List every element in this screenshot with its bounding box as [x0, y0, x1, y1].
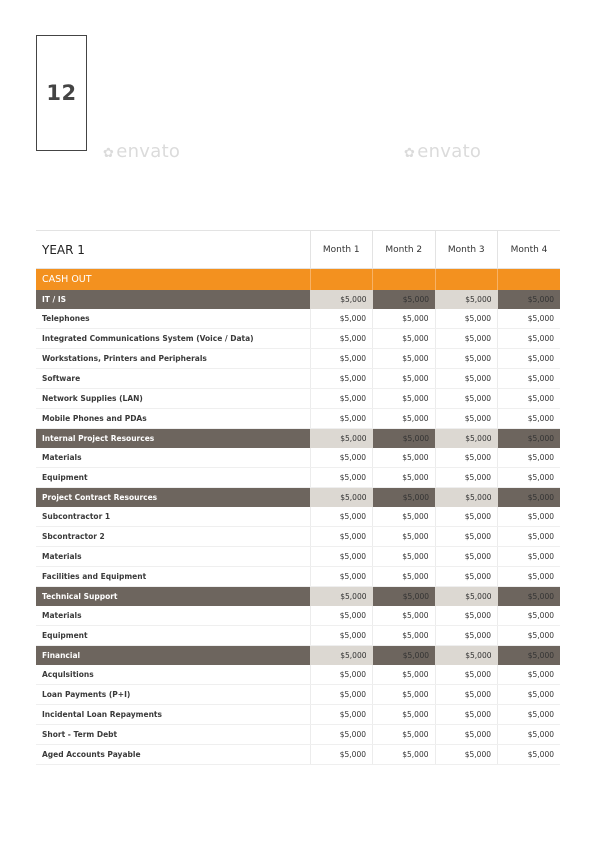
month-header: Month 3	[435, 231, 498, 269]
section-total-cell: $5,000	[310, 587, 373, 607]
line-item-value: $5,000	[498, 507, 561, 527]
line-item-value: $5,000	[498, 685, 561, 705]
line-item-value: $5,000	[373, 468, 436, 488]
line-item-value: $5,000	[435, 527, 498, 547]
line-item-label: Incidental Loan Repayments	[36, 705, 310, 725]
line-item-value: $5,000	[435, 309, 498, 329]
line-item-value: $5,000	[435, 329, 498, 349]
month-header: Month 4	[498, 231, 561, 269]
line-item-value: $5,000	[435, 448, 498, 468]
section-title: IT / IS	[36, 290, 310, 309]
line-item-value: $5,000	[373, 309, 436, 329]
line-item-value: $5,000	[373, 705, 436, 725]
line-item-value: $5,000	[373, 725, 436, 745]
line-item-value: $5,000	[498, 745, 561, 765]
line-item-value: $5,000	[435, 567, 498, 587]
line-item-value: $5,000	[373, 507, 436, 527]
line-item-value: $5,000	[310, 309, 373, 329]
watermark-text: envato	[116, 141, 181, 162]
section-title: Internal Project Resources	[36, 429, 310, 449]
line-item-row	[36, 685, 560, 705]
line-item-value: $5,000	[310, 626, 373, 646]
line-item-value: $5,000	[373, 547, 436, 567]
line-item-value: $5,000	[498, 329, 561, 349]
line-item-row	[36, 389, 560, 409]
line-item-value: $5,000	[310, 567, 373, 587]
line-item-value: $5,000	[373, 389, 436, 409]
line-item-label: Loan Payments (P+I)	[36, 685, 310, 705]
line-item-value: $5,000	[435, 369, 498, 389]
section-total-cell: $5,000	[310, 488, 373, 508]
line-item-label: Equipment	[36, 626, 310, 646]
line-item-value: $5,000	[435, 547, 498, 567]
line-item-value: $5,000	[435, 705, 498, 725]
line-item-row	[36, 665, 560, 685]
budget-table	[36, 230, 560, 765]
line-item-row	[36, 725, 560, 745]
budget-table-body	[36, 231, 560, 765]
cash-out-label: CASH OUT	[36, 269, 310, 291]
line-item-label: Integrated Communications System (Voice / Data)	[36, 329, 310, 349]
line-item-value: $5,000	[373, 329, 436, 349]
line-item-row	[36, 369, 560, 389]
line-item-value: $5,000	[498, 705, 561, 725]
line-item-value: $5,000	[498, 665, 561, 685]
line-item-row	[36, 626, 560, 646]
section-total-cell: $5,000	[435, 587, 498, 607]
watermark-text: envato	[417, 141, 482, 162]
line-item-value: $5,000	[373, 745, 436, 765]
watermark	[404, 141, 481, 162]
line-item-value: $5,000	[310, 745, 373, 765]
line-item-value: $5,000	[310, 606, 373, 626]
line-item-value: $5,000	[373, 685, 436, 705]
line-item-value: $5,000	[310, 349, 373, 369]
line-item-label: Telephones	[36, 309, 310, 329]
cash-out-row	[36, 269, 560, 291]
line-item-value: $5,000	[373, 626, 436, 646]
year-label: YEAR 1	[36, 231, 310, 269]
line-item-value: $5,000	[435, 626, 498, 646]
section-header-row	[36, 646, 560, 666]
line-item-value: $5,000	[498, 626, 561, 646]
line-item-row	[36, 705, 560, 725]
section-title: Project Contract Resources	[36, 488, 310, 508]
line-item-value: $5,000	[310, 448, 373, 468]
line-item-value: $5,000	[373, 527, 436, 547]
cash-out-cell	[373, 269, 436, 291]
envato-leaf-icon: ✿	[103, 146, 115, 161]
section-total-cell: $5,000	[373, 488, 436, 508]
line-item-value: $5,000	[435, 745, 498, 765]
line-item-value: $5,000	[498, 468, 561, 488]
line-item-value: $5,000	[435, 507, 498, 527]
line-item-row	[36, 468, 560, 488]
line-item-value: $5,000	[373, 606, 436, 626]
line-item-row	[36, 547, 560, 567]
section-total-cell: $5,000	[435, 646, 498, 666]
cash-out-cell	[310, 269, 373, 291]
line-item-row	[36, 409, 560, 429]
line-item-label: Workstations, Printers and Peripherals	[36, 349, 310, 369]
line-item-value: $5,000	[310, 409, 373, 429]
line-item-row	[36, 567, 560, 587]
line-item-value: $5,000	[373, 665, 436, 685]
line-item-value: $5,000	[373, 567, 436, 587]
line-item-label: Software	[36, 369, 310, 389]
line-item-row	[36, 507, 560, 527]
section-total-cell: $5,000	[498, 646, 561, 666]
section-header-row	[36, 290, 560, 309]
line-item-value: $5,000	[498, 309, 561, 329]
section-total-cell: $5,000	[373, 587, 436, 607]
section-title: Technical Support	[36, 587, 310, 607]
line-item-value: $5,000	[498, 527, 561, 547]
line-item-value: $5,000	[498, 409, 561, 429]
section-total-cell: $5,000	[435, 429, 498, 449]
line-item-value: $5,000	[435, 725, 498, 745]
section-total-cell: $5,000	[498, 488, 561, 508]
line-item-value: $5,000	[310, 369, 373, 389]
line-item-label: Short - Term Debt	[36, 725, 310, 745]
line-item-label: Materials	[36, 448, 310, 468]
line-item-value: $5,000	[498, 725, 561, 745]
cash-out-cell	[498, 269, 561, 291]
section-total-cell: $5,000	[498, 587, 561, 607]
line-item-row	[36, 745, 560, 765]
line-item-row	[36, 309, 560, 329]
line-item-value: $5,000	[498, 448, 561, 468]
line-item-value: $5,000	[498, 349, 561, 369]
section-total-cell: $5,000	[310, 290, 373, 309]
line-item-value: $5,000	[435, 685, 498, 705]
line-item-value: $5,000	[435, 349, 498, 369]
line-item-value: $5,000	[310, 725, 373, 745]
line-item-value: $5,000	[310, 468, 373, 488]
line-item-label: Subcontractor 1	[36, 507, 310, 527]
line-item-label: Materials	[36, 547, 310, 567]
line-item-label: Equipment	[36, 468, 310, 488]
line-item-row	[36, 448, 560, 468]
line-item-label: Materials	[36, 606, 310, 626]
line-item-value: $5,000	[373, 349, 436, 369]
line-item-label: Network Supplies (LAN)	[36, 389, 310, 409]
section-total-cell: $5,000	[435, 488, 498, 508]
line-item-label: Aged Accounts Payable	[36, 745, 310, 765]
line-item-value: $5,000	[310, 507, 373, 527]
line-item-value: $5,000	[310, 389, 373, 409]
line-item-row	[36, 349, 560, 369]
line-item-value: $5,000	[373, 448, 436, 468]
line-item-value: $5,000	[310, 547, 373, 567]
section-title: Financial	[36, 646, 310, 666]
line-item-value: $5,000	[373, 369, 436, 389]
month-header: Month 2	[373, 231, 436, 269]
section-total-cell: $5,000	[435, 290, 498, 309]
section-total-cell: $5,000	[498, 290, 561, 309]
envato-leaf-icon: ✿	[404, 146, 416, 161]
line-item-value: $5,000	[310, 705, 373, 725]
line-item-value: $5,000	[435, 665, 498, 685]
line-item-value: $5,000	[310, 329, 373, 349]
line-item-value: $5,000	[498, 567, 561, 587]
line-item-value: $5,000	[435, 468, 498, 488]
line-item-value: $5,000	[435, 606, 498, 626]
line-item-label: Facilities and Equipment	[36, 567, 310, 587]
header-row	[36, 231, 560, 269]
line-item-value: $5,000	[498, 369, 561, 389]
line-item-value: $5,000	[435, 389, 498, 409]
line-item-value: $5,000	[310, 527, 373, 547]
section-header-row	[36, 587, 560, 607]
section-header-row	[36, 488, 560, 508]
section-total-cell: $5,000	[373, 290, 436, 309]
page-number-box	[36, 35, 87, 151]
line-item-label: Sbcontractor 2	[36, 527, 310, 547]
line-item-value: $5,000	[498, 606, 561, 626]
line-item-value: $5,000	[310, 665, 373, 685]
page-number: 12	[46, 81, 77, 105]
section-total-cell: $5,000	[310, 646, 373, 666]
month-header: Month 1	[310, 231, 373, 269]
line-item-label: Mobile Phones and PDAs	[36, 409, 310, 429]
line-item-value: $5,000	[498, 389, 561, 409]
line-item-row	[36, 606, 560, 626]
section-total-cell: $5,000	[498, 429, 561, 449]
cash-out-cell	[435, 269, 498, 291]
section-total-cell: $5,000	[373, 646, 436, 666]
line-item-value: $5,000	[373, 409, 436, 429]
line-item-label: Acqulsitions	[36, 665, 310, 685]
line-item-value: $5,000	[435, 409, 498, 429]
line-item-value: $5,000	[310, 685, 373, 705]
line-item-value: $5,000	[498, 547, 561, 567]
watermark	[103, 141, 180, 162]
section-total-cell: $5,000	[373, 429, 436, 449]
section-total-cell: $5,000	[310, 429, 373, 449]
line-item-row	[36, 329, 560, 349]
section-header-row	[36, 429, 560, 449]
line-item-row	[36, 527, 560, 547]
